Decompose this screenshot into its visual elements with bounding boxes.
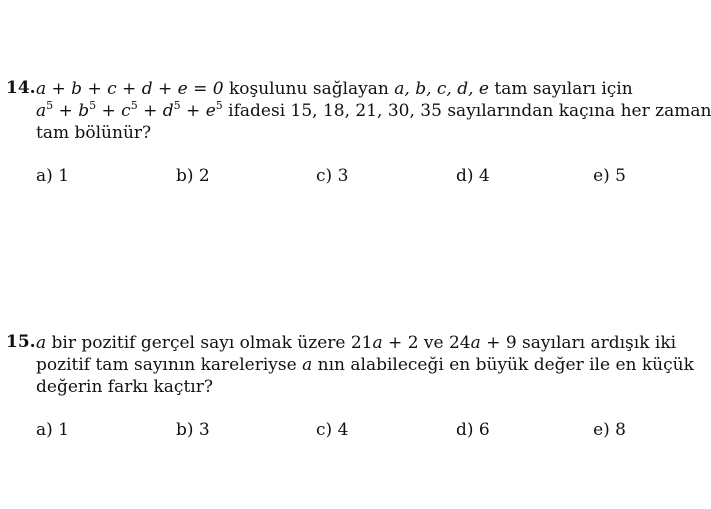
text-segment: pozitif tam sayının kareleriyse: [36, 355, 303, 375]
choice-value: 3: [337, 166, 349, 186]
choice-value: 1: [58, 420, 70, 440]
choice-value: 2: [198, 166, 210, 186]
choice-label: d): [456, 420, 474, 440]
math-var: a: [36, 101, 47, 121]
choice-value: 1: [58, 166, 70, 186]
choice-c[interactable]: [316, 166, 348, 186]
problem-number: 15.: [6, 332, 36, 352]
problem-text: [36, 332, 694, 398]
problem-line-3: tam bölünür?: [36, 123, 152, 143]
problem-14: [6, 78, 711, 186]
choice-label: e): [593, 420, 610, 440]
exponent: 5: [89, 99, 97, 112]
choice-d[interactable]: [456, 166, 490, 186]
problem-line-3: değerin farkı kaçtır?: [36, 377, 213, 397]
problem-line-1: [36, 78, 633, 100]
choice-value: 8: [615, 420, 626, 440]
choice-label: e): [593, 166, 610, 186]
choice-label: a): [36, 166, 53, 186]
choice-c[interactable]: [316, 420, 348, 440]
choice-label: a): [36, 420, 53, 440]
choice-b[interactable]: [176, 166, 210, 186]
choice-value: 4: [478, 166, 490, 186]
math-var: a: [36, 333, 47, 353]
text-segment: bir pozitif gerçel sayı olmak üzere 21: [46, 333, 373, 353]
math-var: c: [121, 101, 131, 121]
choice-e[interactable]: [593, 420, 626, 440]
text-segment: koşulunu sağlayan: [223, 79, 395, 99]
problem-15: [6, 332, 694, 440]
problem-line-2: [36, 354, 694, 376]
math-var: d: [162, 101, 174, 121]
exponent: 5: [130, 99, 138, 112]
math-var: b: [78, 101, 90, 121]
problem-number: 14.: [6, 78, 36, 98]
choice-d[interactable]: [456, 420, 490, 440]
math-expression: a + b + c + d + e = 0: [36, 79, 224, 99]
exponent: 5: [46, 99, 54, 112]
choice-label: c): [316, 420, 333, 440]
choice-label: d): [456, 166, 474, 186]
exponent: 5: [215, 99, 223, 112]
text-segment: ifadesi 15, 18, 21, 30, 35 sayılarından kaçına her zaman: [222, 101, 711, 121]
choice-value: 3: [198, 420, 210, 440]
text-segment: tam sayıları için: [489, 79, 633, 99]
exponent: 5: [173, 99, 181, 112]
answer-choices: [36, 420, 626, 444]
choice-e[interactable]: [593, 166, 626, 186]
choice-label: b): [176, 420, 194, 440]
problem-line-2: $a^5 + b^5 + c^5 + d^5 + e^5$ ifadesi 15, 18, 21, 30, 35 sayılarından kaçına her zaman: [36, 99, 711, 121]
text-segment: + 9 sayıları ardışık iki: [480, 333, 677, 353]
math-var: a: [372, 333, 383, 353]
choice-label: b): [176, 166, 194, 186]
choice-value: 6: [478, 420, 490, 440]
math-var: a: [302, 355, 313, 375]
choice-a[interactable]: [36, 420, 69, 440]
choice-label: c): [316, 166, 333, 186]
choice-value: 5: [615, 166, 626, 186]
math-var: a: [470, 333, 481, 353]
math-var: e: [205, 101, 216, 121]
math-variables: a, b, c, d, e: [394, 79, 489, 99]
answer-choices: [36, 166, 626, 190]
choice-a[interactable]: [36, 166, 69, 186]
choice-value: 4: [337, 420, 349, 440]
choice-b[interactable]: [176, 420, 210, 440]
text-segment: nın alabileceği en büyük değer ile en küçük: [312, 355, 694, 375]
text-segment: + 2 ve 24: [382, 333, 471, 353]
problem-line-1: [36, 332, 677, 354]
problem-text: [36, 78, 711, 144]
